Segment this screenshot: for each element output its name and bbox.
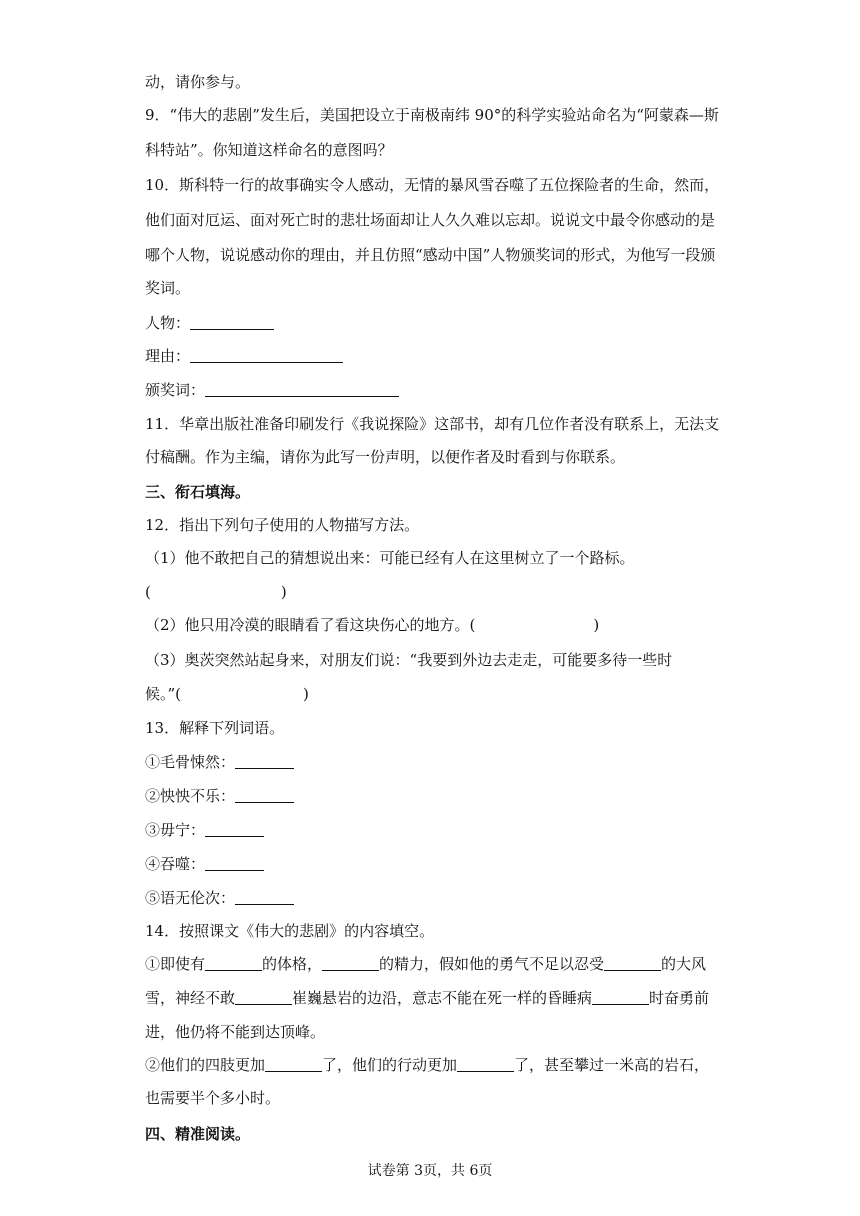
word-item-3 (145, 820, 264, 840)
reason-label: 理由： (145, 347, 191, 365)
section-3-heading: 三、衔石填海。 (145, 483, 251, 501)
right-paren: ) (280, 583, 287, 601)
word-label-3: ③毋宁： (145, 821, 206, 839)
word-item-4 (145, 854, 264, 874)
fill-text: 的大风 (661, 955, 707, 973)
fill-line-3: 进，他仍将不能到达顶峰。 (145, 1023, 326, 1041)
section-4-heading: 四、精准阅读。 (145, 1125, 251, 1143)
word-blank-2[interactable] (235, 787, 294, 803)
fill-blank[interactable] (592, 989, 649, 1005)
word-blank-1[interactable] (235, 753, 294, 769)
question-12-sentence-2 (145, 615, 599, 635)
sentence-3-end-text: 候。”( (145, 685, 182, 703)
fill-text: 崔巍悬岩的边沿，意志不能在死一样的昏睡病 (292, 989, 593, 1007)
question-12-sentence-1: （1）他不敢把自己的猜想说出来：可能已经有人在这里树立了一个路标。 (145, 549, 635, 567)
fill-text: ①即使有 (145, 955, 206, 973)
word-blank-4[interactable] (205, 855, 264, 871)
question-14-line: 14．按照课文《伟大的悲剧》的内容填空。 (145, 922, 435, 940)
sentence-2-text: （2）他只用冷漠的眼睛看了看这块伤心的地方。( (145, 616, 476, 634)
word-label-2: ②怏怏不乐： (145, 787, 236, 805)
word-blank-3[interactable] (205, 821, 264, 837)
fill-blank[interactable] (265, 1056, 322, 1072)
fill-blank[interactable] (604, 955, 661, 971)
fill-text: 的体格， (262, 955, 323, 973)
question-10-line-2: 他们面对厄运、面对死亡时的悲壮场面却让人久久难以忘却。说说文中最令你感动的是 (145, 211, 716, 229)
word-label-1: ①毛骨悚然： (145, 753, 236, 771)
fill-line-2 (145, 988, 709, 1008)
answer-paren-1 (145, 582, 287, 602)
question-12-sentence-3-end (145, 684, 309, 704)
question-12-sentence-3: （3）奥茨突然站起身来，对朋友们说：“我要到外边去走走，可能要多待一些时 (145, 651, 673, 669)
fill-blank[interactable] (457, 1056, 514, 1072)
person-field (145, 313, 274, 333)
fill-text: 了，甚至攀过一米高的岩石， (514, 1056, 710, 1074)
question-11-line-2: 付稿酬。作为主编，请你为此写一份声明，以便作者及时看到与你联系。 (145, 448, 626, 466)
word-blank-5[interactable] (235, 889, 294, 905)
fill-text: 了，他们的行动更加 (322, 1056, 458, 1074)
word-label-4: ④吞噬： (145, 855, 206, 873)
word-item-5 (145, 888, 294, 908)
text-line: 动，请你参与。 (145, 73, 251, 91)
question-12-line: 12．指出下列句子使用的人物描写方法。 (145, 516, 420, 534)
fill-line-4 (145, 1055, 709, 1075)
person-label: 人物： (145, 314, 191, 332)
award-blank[interactable] (205, 381, 399, 397)
left-paren: ( (145, 583, 151, 601)
question-9-line-2: 科特站”。你知道这样命名的意图吗？ (145, 141, 393, 159)
question-11-line-1: 11．华章出版社准备印刷发行《我说探险》这部书，却有几位作者没有联系上，无法支 (145, 415, 720, 433)
person-blank[interactable] (190, 314, 274, 330)
fill-text: 时奋勇前 (649, 989, 710, 1007)
award-label: 颁奖词： (145, 381, 206, 399)
word-item-1 (145, 752, 294, 772)
fill-blank[interactable] (205, 955, 262, 971)
fill-line-1 (145, 954, 706, 974)
reason-field (145, 346, 343, 366)
page-footer: 试卷第 3页，共 6页 (367, 1163, 493, 1179)
fill-blank[interactable] (235, 989, 292, 1005)
reason-blank[interactable] (190, 347, 343, 363)
fill-text: 的精力，假如他的勇气不足以忍受 (379, 955, 605, 973)
word-label-5: ⑤语无伦次： (145, 889, 236, 907)
award-field (145, 380, 399, 400)
fill-text: 雪，神经不敢 (145, 989, 236, 1007)
fill-text: ②他们的四肢更加 (145, 1056, 266, 1074)
right-paren: ) (593, 616, 600, 634)
fill-line-5: 也需要半个多小时。 (145, 1089, 281, 1107)
word-item-2 (145, 786, 294, 806)
right-paren: ) (303, 685, 309, 703)
question-10-line-1: 10．斯科特一行的故事确实令人感动，无情的暴风雪吞噬了五位探险者的生命，然而， (145, 176, 720, 194)
question-9-line-1: 9．“伟大的悲剧”发生后，美国把设立于南极南纬 90°的科学实验站命名为“阿蒙森—斯 (145, 106, 719, 124)
question-10-line-3: 哪个人物，说说感动你的理由，并且仿照“感动中国”人物颁奖词的形式，为他写一段颁 (145, 246, 716, 264)
question-10-line-4: 奖词。 (145, 279, 191, 297)
fill-blank[interactable] (322, 955, 379, 971)
question-13-line: 13．解释下列词语。 (145, 719, 285, 737)
